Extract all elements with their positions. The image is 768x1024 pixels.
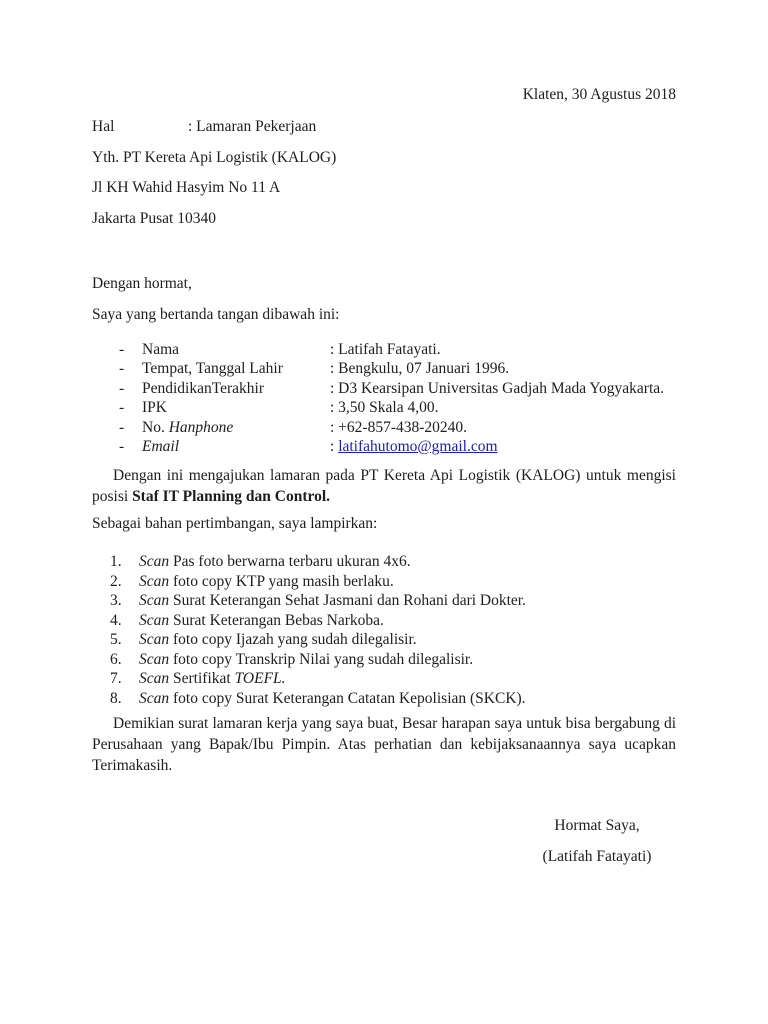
pd-label: IPK (142, 399, 167, 416)
attachment-item-7 (92, 669, 676, 689)
subject-row (92, 116, 676, 137)
subject-label: Hal (92, 118, 115, 135)
dash-bullet: - (119, 360, 125, 377)
pd-colon: : (330, 438, 339, 455)
pd-label (142, 418, 330, 438)
toefl-italic: TOEFL. (234, 670, 286, 687)
scan-italic: Scan (139, 611, 170, 629)
pd-label-italic: Email (142, 438, 180, 455)
item-text (139, 689, 676, 709)
item-text (139, 611, 676, 631)
pd-value: : +62-857-438-20240. (330, 418, 468, 436)
dash-bullet: - (119, 340, 125, 358)
item-number: 8. (110, 689, 122, 707)
scan-italic: Scan (139, 689, 170, 707)
attachments-list (92, 552, 676, 708)
item-rest: foto copy Transkrip Nilai yang sudah dilegalisir. (169, 650, 474, 668)
item-number: 6. (110, 650, 122, 668)
attachment-item-5 (92, 630, 676, 650)
pd-value: : Bengkulu, 07 Januari 1996. (330, 360, 510, 377)
item-rest: foto copy Ijazah yang sudah dilegalisir. (169, 631, 417, 648)
attachment-item-1 (92, 552, 676, 572)
pd-label-plain: No. (142, 418, 169, 436)
pd-label (142, 437, 330, 457)
personal-data-list (92, 340, 676, 457)
attachment-item-3 (92, 591, 676, 611)
pd-value: : 3,50 Skala 4,00. (330, 399, 439, 416)
signature-name: (Latifah Fatayati) (542, 847, 652, 865)
attachment-item-4 (92, 611, 676, 631)
personal-data-row-ttl (92, 359, 676, 379)
personal-data-row-pendidikan (92, 379, 676, 399)
attachment-item-6 (92, 650, 676, 670)
recipient-line-1: Yth. PT Kereta Api Logistik (KALOG) (92, 148, 337, 166)
attachment-item-8 (92, 689, 676, 709)
pd-label: PendidikanTerakhir (142, 379, 265, 397)
letter-content (92, 0, 676, 867)
recipient-line-2: Jl KH Wahid Hasyim No 11 A (92, 179, 281, 196)
item-number: 5. (110, 631, 122, 648)
pd-label-italic: Hanphone (168, 418, 234, 436)
item-rest: Surat Keterangan Sehat Jasmani dan Rohani dari Dokter. (169, 592, 526, 609)
scan-italic: Scan (139, 670, 170, 687)
pd-value: : Latifah Fatayati. (330, 340, 441, 358)
item-number: 2. (110, 572, 122, 590)
position-bold: Staf IT Planning dan Control. (132, 487, 331, 505)
item-number: 4. (110, 611, 122, 629)
personal-data-row-handphone (92, 418, 676, 438)
item-rest: foto copy KTP yang masih berlaku. (169, 572, 394, 590)
application-paragraph (92, 465, 676, 507)
date-line: Klaten, 30 Agustus 2018 (522, 86, 676, 103)
personal-data-row-ipk (92, 398, 676, 418)
scan-italic: Scan (139, 572, 170, 590)
scan-italic: Scan (139, 592, 170, 609)
signature-pre: Hormat Saya, (554, 816, 640, 834)
signature-block (512, 815, 682, 867)
dash-bullet: - (119, 418, 125, 436)
email-link[interactable]: latifahutomo@gmail.com (338, 438, 498, 455)
scan-italic: Scan (139, 650, 170, 668)
closing-paragraph: Demikian surat lamaran kerja yang saya buat, Besar harapan saya untuk bisa bergabung di Perusahaan yang Bapak/Ibu Pimpin. Atas perhatian dan kebijaksanaannya saya ucapkan Terimakasih. (92, 714, 676, 774)
item-number: 3. (110, 592, 122, 609)
application-text: Dengan ini mengajukan lamaran pada PT Kereta Api Logistik (KALOG) untuk mengisi posisi (92, 466, 676, 505)
item-text (139, 572, 676, 592)
dash-bullet: - (119, 399, 125, 416)
attachments-intro: Sebagai bahan pertimbangan, saya lampirkan: (92, 514, 378, 532)
item-number: 1. (110, 553, 122, 570)
item-rest: Surat Keterangan Bebas Narkoba. (169, 611, 384, 629)
attachment-item-2 (92, 572, 676, 592)
item-text (139, 552, 676, 572)
pd-label: Nama (142, 340, 180, 358)
pd-value (330, 437, 676, 457)
item-rest: Sertifikat (169, 670, 235, 687)
dash-bullet: - (119, 438, 125, 455)
item-rest: foto copy Surat Keterangan Catatan Kepolisian (SKCK). (169, 689, 526, 707)
item-text (139, 630, 676, 650)
scan-italic: Scan (139, 553, 170, 570)
item-text (139, 591, 676, 611)
recipient-line-3: Jakarta Pusat 10340 (92, 209, 216, 227)
personal-data-row-nama (92, 340, 676, 360)
salutation: Dengan hormat, (92, 275, 192, 292)
pd-label: Tempat, Tanggal Lahir (142, 360, 283, 377)
item-number: 7. (110, 670, 122, 687)
personal-data-row-email (92, 437, 676, 457)
item-rest: Pas foto berwarna terbaru ukuran 4x6. (169, 553, 411, 570)
scan-italic: Scan (139, 631, 170, 648)
dash-bullet: - (119, 379, 125, 397)
pd-value: : D3 Kearsipan Universitas Gadjah Mada Yogyakarta. (330, 379, 665, 397)
item-text (139, 650, 676, 670)
item-text (139, 669, 676, 689)
subject-value: : Lamaran Pekerjaan (188, 118, 317, 135)
opening-line: Saya yang bertanda tangan dibawah ini: (92, 306, 340, 323)
